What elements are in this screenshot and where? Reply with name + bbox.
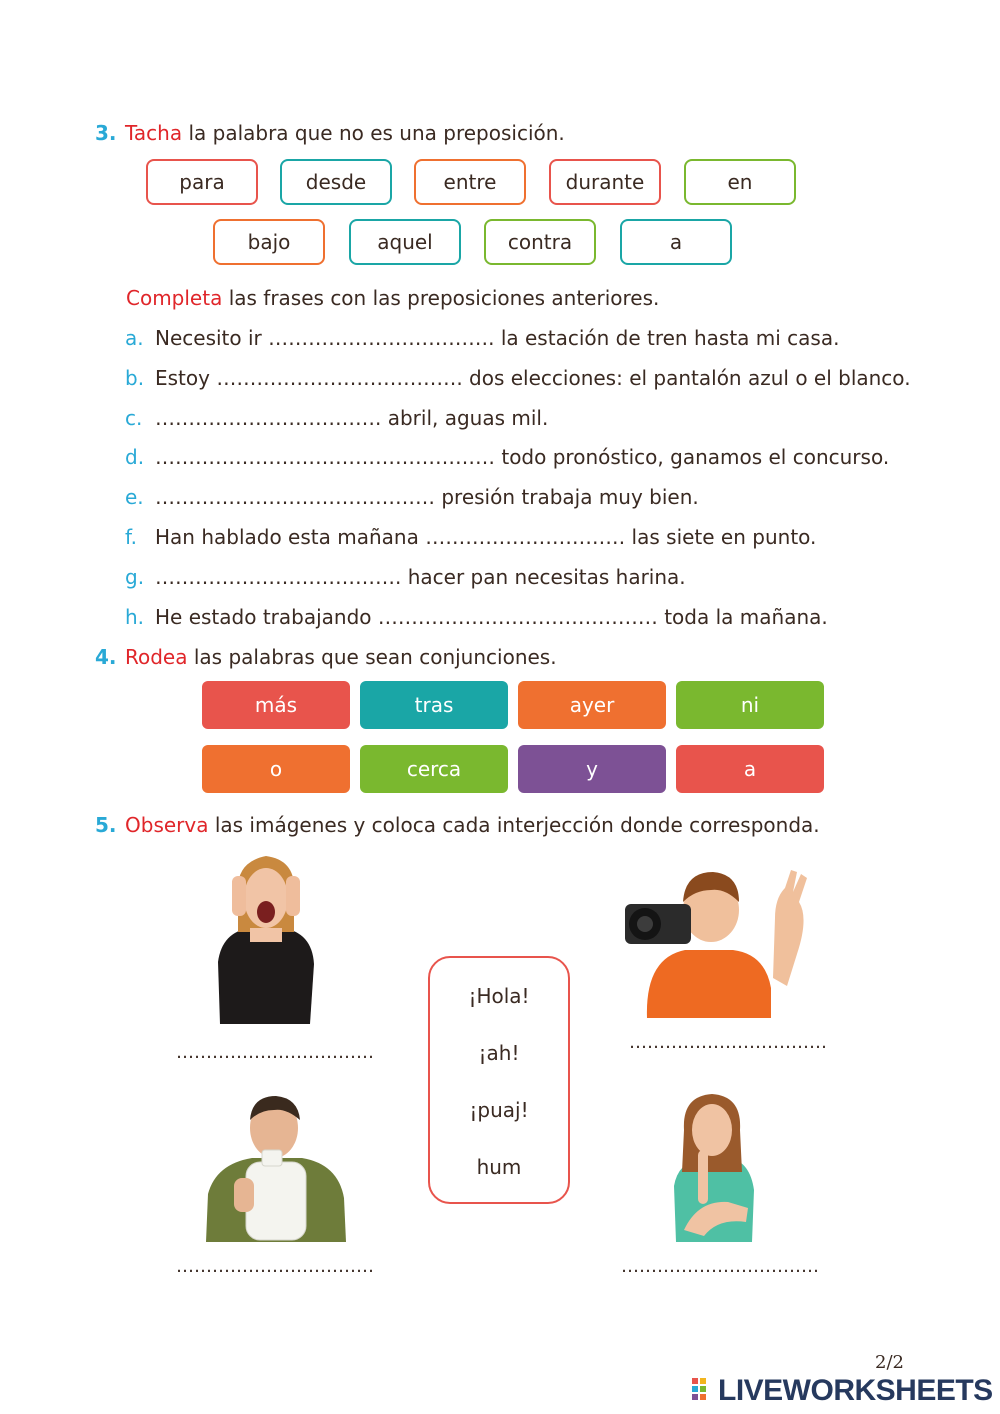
sentence-letter: a.: [125, 326, 144, 350]
sentence-letter: b.: [125, 366, 145, 390]
instruction-verb: Completa: [126, 286, 223, 310]
conjunction-word-box[interactable]: más: [202, 681, 350, 729]
sentence-item: [125, 445, 889, 469]
word-box[interactable]: bajo: [213, 219, 325, 265]
complete-instruction: [126, 286, 659, 310]
conjunction-word-box[interactable]: cerca: [360, 745, 508, 793]
interjection-item: hum: [476, 1155, 522, 1179]
liveworksheets-logo[interactable]: LIVEWORKSHEETS: [718, 1374, 993, 1407]
page-number: 2/2: [875, 1352, 904, 1373]
sentence-letter: g.: [125, 565, 145, 589]
sentence-item: [125, 525, 816, 549]
exercise-number: 5.: [95, 813, 117, 837]
sentence-letter: e.: [125, 485, 144, 509]
interjection-item: ¡ah!: [478, 1041, 520, 1065]
word-box[interactable]: para: [146, 159, 258, 205]
waving-boy-photo: [625, 858, 811, 1018]
sentence-letter: d.: [125, 445, 145, 469]
exercise-4-instruction: [95, 645, 557, 669]
sentence-item: [125, 366, 911, 390]
sentence-item: [125, 326, 839, 350]
instruction-text: las imágenes y coloca cada interjección donde corresponda.: [208, 813, 820, 837]
conjunction-word-box[interactable]: a: [676, 745, 824, 793]
sentence-letter: c.: [125, 406, 143, 430]
sentence-text[interactable]: …………………………………… presión trabaja muy bien.: [155, 485, 699, 509]
sentence-text[interactable]: ………………………………. hacer pan necesitas harina.: [155, 565, 686, 589]
sentence-letter: f.: [125, 525, 137, 549]
sentence-text[interactable]: …………………………………………… todo pronóstico, ganamos el concurso.: [155, 445, 890, 469]
liveworksheets-logo-icon: [692, 1378, 714, 1400]
word-box[interactable]: entre: [414, 159, 526, 205]
conjunction-word-box[interactable]: o: [202, 745, 350, 793]
conjunction-word-box[interactable]: ayer: [518, 681, 666, 729]
instruction-text: las frases con las preposiciones anteriores.: [222, 286, 660, 310]
word-box[interactable]: en: [684, 159, 796, 205]
sentence-letter: h.: [125, 605, 145, 629]
interjection-item: ¡puaj!: [469, 1098, 529, 1122]
exercise-number: 3.: [95, 121, 117, 145]
sentence-text[interactable]: ……………………………. abril, aguas mil.: [155, 406, 549, 430]
word-box[interactable]: aquel: [349, 219, 461, 265]
conjunction-word-box[interactable]: tras: [360, 681, 508, 729]
interjection-item: ¡Hola!: [468, 984, 530, 1008]
thinking-girl-photo: [658, 1090, 766, 1242]
sentence-text[interactable]: Estoy ………………………………. dos elecciones: el pantalón azul o el blanco.: [155, 366, 911, 390]
exercise-number: 4.: [95, 645, 117, 669]
interjection-box: [428, 956, 570, 1204]
conjunction-word-box[interactable]: y: [518, 745, 666, 793]
sentence-text[interactable]: Han hablado esta mañana ………………………… las siete en punto.: [155, 525, 817, 549]
sentence-item: [125, 605, 828, 629]
word-box[interactable]: contra: [484, 219, 596, 265]
disgusted-man-photo: [206, 1094, 346, 1242]
answer-blank[interactable]: ……………………………: [629, 1032, 827, 1053]
instruction-verb: Observa: [125, 813, 209, 837]
sentence-text[interactable]: Necesito ir ……………………………. la estación de tren hasta mi casa.: [155, 326, 840, 350]
word-box[interactable]: durante: [549, 159, 661, 205]
sentence-item: [125, 485, 699, 509]
conjunction-word-box[interactable]: ni: [676, 681, 824, 729]
sentence-item: [125, 565, 686, 589]
instruction-verb: Rodea: [125, 645, 188, 669]
sentence-text[interactable]: He estado trabajando …………………………………… toda la mañana.: [155, 605, 828, 629]
answer-blank[interactable]: ……………………………: [621, 1256, 819, 1277]
instruction-verb: Tacha: [125, 121, 183, 145]
screaming-girl-photo: [210, 852, 322, 1024]
answer-blank[interactable]: ……………………………: [176, 1042, 374, 1063]
word-box[interactable]: a: [620, 219, 732, 265]
sentence-item: [125, 406, 548, 430]
word-box[interactable]: desde: [280, 159, 392, 205]
answer-blank[interactable]: ……………………………: [176, 1256, 374, 1277]
exercise-5-instruction: [95, 813, 820, 837]
instruction-text: la palabra que no es una preposición.: [182, 121, 565, 145]
exercise-3-instruction: [95, 121, 565, 145]
instruction-text: las palabras que sean conjunciones.: [187, 645, 557, 669]
